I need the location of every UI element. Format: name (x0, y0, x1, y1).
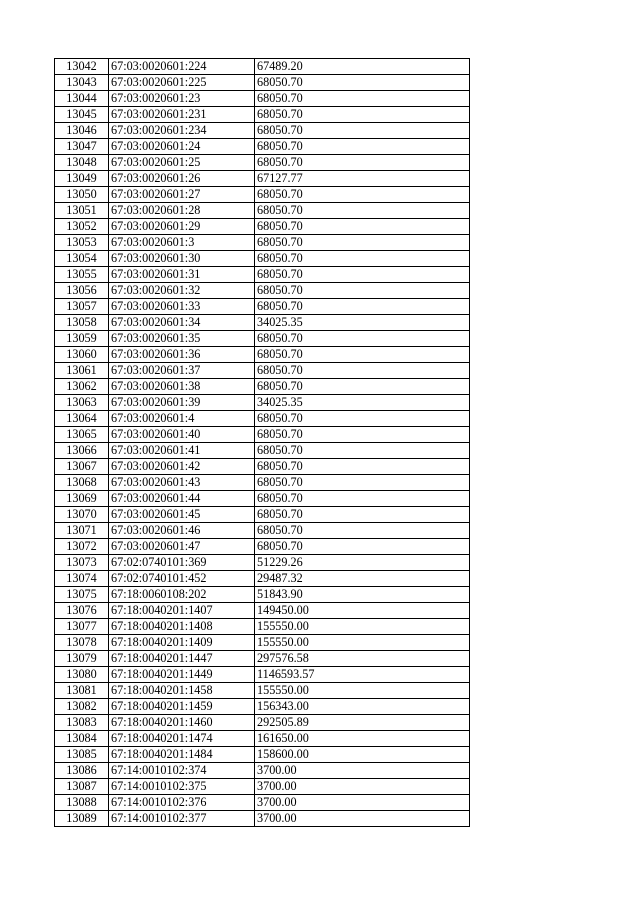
row-number-cell: 13048 (55, 155, 109, 171)
row-number-cell: 13073 (55, 555, 109, 571)
cadastral-number-cell: 67:03:0020601:224 (109, 59, 255, 75)
cadastral-number-cell: 67:03:0020601:31 (109, 267, 255, 283)
cadastral-number-cell: 67:03:0020601:234 (109, 123, 255, 139)
table-row (55, 395, 470, 411)
value-cell: 68050.70 (255, 75, 470, 91)
value-cell: 68050.70 (255, 267, 470, 283)
value-cell: 68050.70 (255, 347, 470, 363)
cadastral-number-cell: 67:03:0020601:35 (109, 331, 255, 347)
row-number-cell: 13051 (55, 203, 109, 219)
row-number-cell: 13060 (55, 347, 109, 363)
table-row (55, 155, 470, 171)
cadastral-number-cell: 67:03:0020601:30 (109, 251, 255, 267)
table-row (55, 107, 470, 123)
cadastral-number-cell: 67:14:0010102:377 (109, 811, 255, 827)
cadastral-number-cell: 67:03:0020601:23 (109, 91, 255, 107)
value-cell: 3700.00 (255, 811, 470, 827)
table-row (55, 171, 470, 187)
row-number-cell: 13070 (55, 507, 109, 523)
table-row (55, 443, 470, 459)
table-row (55, 635, 470, 651)
cadastral-number-cell: 67:03:0020601:38 (109, 379, 255, 395)
cadastral-number-cell: 67:03:0020601:46 (109, 523, 255, 539)
row-number-cell: 13049 (55, 171, 109, 187)
table-row (55, 571, 470, 587)
table-row (55, 427, 470, 443)
table-row (55, 651, 470, 667)
value-cell: 68050.70 (255, 491, 470, 507)
table-row (55, 91, 470, 107)
cadastral-number-cell: 67:03:0020601:39 (109, 395, 255, 411)
cadastral-number-cell: 67:18:0040201:1460 (109, 715, 255, 731)
row-number-cell: 13057 (55, 299, 109, 315)
value-cell: 68050.70 (255, 203, 470, 219)
value-cell: 68050.70 (255, 235, 470, 251)
cadastral-number-cell: 67:03:0020601:41 (109, 443, 255, 459)
row-number-cell: 13077 (55, 619, 109, 635)
cadastral-number-cell: 67:03:0020601:43 (109, 475, 255, 491)
value-cell: 292505.89 (255, 715, 470, 731)
table-row (55, 603, 470, 619)
table-row (55, 75, 470, 91)
table-row (55, 811, 470, 827)
data-table (54, 58, 470, 827)
cadastral-number-cell: 67:18:0060108:202 (109, 587, 255, 603)
table-row (55, 683, 470, 699)
value-cell: 155550.00 (255, 619, 470, 635)
value-cell: 68050.70 (255, 155, 470, 171)
value-cell: 149450.00 (255, 603, 470, 619)
cadastral-number-cell: 67:03:0020601:3 (109, 235, 255, 251)
cadastral-number-cell: 67:03:0020601:44 (109, 491, 255, 507)
table-row (55, 379, 470, 395)
table-row (55, 523, 470, 539)
row-number-cell: 13043 (55, 75, 109, 91)
row-number-cell: 13075 (55, 587, 109, 603)
value-cell: 34025.35 (255, 395, 470, 411)
value-cell: 68050.70 (255, 507, 470, 523)
row-number-cell: 13076 (55, 603, 109, 619)
cadastral-number-cell: 67:03:0020601:37 (109, 363, 255, 379)
table-row (55, 331, 470, 347)
value-cell: 34025.35 (255, 315, 470, 331)
table-row (55, 699, 470, 715)
row-number-cell: 13088 (55, 795, 109, 811)
row-number-cell: 13084 (55, 731, 109, 747)
row-number-cell: 13047 (55, 139, 109, 155)
value-cell: 68050.70 (255, 91, 470, 107)
cadastral-number-cell: 67:18:0040201:1474 (109, 731, 255, 747)
table-row (55, 187, 470, 203)
table-row (55, 459, 470, 475)
row-number-cell: 13074 (55, 571, 109, 587)
row-number-cell: 13082 (55, 699, 109, 715)
value-cell: 68050.70 (255, 475, 470, 491)
table-row (55, 235, 470, 251)
row-number-cell: 13062 (55, 379, 109, 395)
table-row (55, 315, 470, 331)
cadastral-number-cell: 67:18:0040201:1408 (109, 619, 255, 635)
table-row (55, 715, 470, 731)
cadastral-number-cell: 67:03:0020601:42 (109, 459, 255, 475)
row-number-cell: 13085 (55, 747, 109, 763)
table-row (55, 731, 470, 747)
table-row (55, 555, 470, 571)
row-number-cell: 13087 (55, 779, 109, 795)
cadastral-number-cell: 67:03:0020601:225 (109, 75, 255, 91)
cadastral-number-cell: 67:03:0020601:47 (109, 539, 255, 555)
row-number-cell: 13080 (55, 667, 109, 683)
table-row (55, 619, 470, 635)
value-cell: 68050.70 (255, 123, 470, 139)
table-row (55, 795, 470, 811)
table-row (55, 123, 470, 139)
table-row (55, 363, 470, 379)
cadastral-number-cell: 67:03:0020601:45 (109, 507, 255, 523)
row-number-cell: 13052 (55, 219, 109, 235)
value-cell: 155550.00 (255, 635, 470, 651)
row-number-cell: 13061 (55, 363, 109, 379)
value-cell: 68050.70 (255, 187, 470, 203)
row-number-cell: 13089 (55, 811, 109, 827)
cadastral-number-cell: 67:03:0020601:24 (109, 139, 255, 155)
value-cell: 68050.70 (255, 411, 470, 427)
cadastral-number-cell: 67:18:0040201:1484 (109, 747, 255, 763)
value-cell: 68050.70 (255, 299, 470, 315)
table-row (55, 507, 470, 523)
table-row (55, 411, 470, 427)
value-cell: 3700.00 (255, 779, 470, 795)
cadastral-number-cell: 67:03:0020601:4 (109, 411, 255, 427)
table-row (55, 779, 470, 795)
cadastral-number-cell: 67:03:0020601:36 (109, 347, 255, 363)
value-cell: 68050.70 (255, 523, 470, 539)
row-number-cell: 13081 (55, 683, 109, 699)
cadastral-number-cell: 67:03:0020601:32 (109, 283, 255, 299)
cadastral-number-cell: 67:18:0040201:1458 (109, 683, 255, 699)
row-number-cell: 13054 (55, 251, 109, 267)
row-number-cell: 13083 (55, 715, 109, 731)
cadastral-number-cell: 67:18:0040201:1407 (109, 603, 255, 619)
row-number-cell: 13072 (55, 539, 109, 555)
cadastral-number-cell: 67:02:0740101:369 (109, 555, 255, 571)
row-number-cell: 13066 (55, 443, 109, 459)
row-number-cell: 13042 (55, 59, 109, 75)
row-number-cell: 13058 (55, 315, 109, 331)
value-cell: 68050.70 (255, 443, 470, 459)
row-number-cell: 13078 (55, 635, 109, 651)
value-cell: 156343.00 (255, 699, 470, 715)
value-cell: 68050.70 (255, 251, 470, 267)
cadastral-number-cell: 67:03:0020601:27 (109, 187, 255, 203)
table-body (55, 59, 470, 827)
cadastral-number-cell: 67:02:0740101:452 (109, 571, 255, 587)
table-row (55, 267, 470, 283)
table-row (55, 251, 470, 267)
table-row (55, 491, 470, 507)
cadastral-number-cell: 67:03:0020601:231 (109, 107, 255, 123)
value-cell: 67489.20 (255, 59, 470, 75)
value-cell: 3700.00 (255, 763, 470, 779)
value-cell: 68050.70 (255, 427, 470, 443)
value-cell: 68050.70 (255, 379, 470, 395)
table-row (55, 475, 470, 491)
value-cell: 68050.70 (255, 331, 470, 347)
value-cell: 297576.58 (255, 651, 470, 667)
value-cell: 29487.32 (255, 571, 470, 587)
table-row (55, 219, 470, 235)
row-number-cell: 13056 (55, 283, 109, 299)
cadastral-number-cell: 67:03:0020601:34 (109, 315, 255, 331)
cadastral-number-cell: 67:03:0020601:26 (109, 171, 255, 187)
row-number-cell: 13065 (55, 427, 109, 443)
table-row (55, 139, 470, 155)
table-row (55, 667, 470, 683)
value-cell: 155550.00 (255, 683, 470, 699)
row-number-cell: 13050 (55, 187, 109, 203)
value-cell: 68050.70 (255, 107, 470, 123)
value-cell: 68050.70 (255, 459, 470, 475)
table-row (55, 347, 470, 363)
value-cell: 68050.70 (255, 139, 470, 155)
value-cell: 68050.70 (255, 539, 470, 555)
cadastral-number-cell: 67:03:0020601:28 (109, 203, 255, 219)
row-number-cell: 13044 (55, 91, 109, 107)
row-number-cell: 13064 (55, 411, 109, 427)
value-cell: 1146593.57 (255, 667, 470, 683)
row-number-cell: 13063 (55, 395, 109, 411)
cadastral-number-cell: 67:14:0010102:376 (109, 795, 255, 811)
cadastral-number-cell: 67:03:0020601:40 (109, 427, 255, 443)
row-number-cell: 13067 (55, 459, 109, 475)
row-number-cell: 13086 (55, 763, 109, 779)
cadastral-number-cell: 67:14:0010102:375 (109, 779, 255, 795)
value-cell: 161650.00 (255, 731, 470, 747)
value-cell: 68050.70 (255, 363, 470, 379)
row-number-cell: 13071 (55, 523, 109, 539)
value-cell: 51843.90 (255, 587, 470, 603)
value-cell: 67127.77 (255, 171, 470, 187)
row-number-cell: 13079 (55, 651, 109, 667)
value-cell: 68050.70 (255, 219, 470, 235)
value-cell: 68050.70 (255, 283, 470, 299)
cadastral-number-cell: 67:18:0040201:1459 (109, 699, 255, 715)
value-cell: 51229.26 (255, 555, 470, 571)
row-number-cell: 13045 (55, 107, 109, 123)
cadastral-number-cell: 67:18:0040201:1409 (109, 635, 255, 651)
table-row (55, 539, 470, 555)
cadastral-number-cell: 67:18:0040201:1447 (109, 651, 255, 667)
row-number-cell: 13059 (55, 331, 109, 347)
table-row (55, 283, 470, 299)
table-row (55, 747, 470, 763)
cadastral-number-cell: 67:14:0010102:374 (109, 763, 255, 779)
row-number-cell: 13069 (55, 491, 109, 507)
row-number-cell: 13055 (55, 267, 109, 283)
table-row (55, 203, 470, 219)
cadastral-number-cell: 67:03:0020601:33 (109, 299, 255, 315)
value-cell: 3700.00 (255, 795, 470, 811)
cadastral-number-cell: 67:03:0020601:29 (109, 219, 255, 235)
table-row (55, 59, 470, 75)
table-row (55, 299, 470, 315)
cadastral-number-cell: 67:03:0020601:25 (109, 155, 255, 171)
row-number-cell: 13068 (55, 475, 109, 491)
value-cell: 158600.00 (255, 747, 470, 763)
row-number-cell: 13046 (55, 123, 109, 139)
row-number-cell: 13053 (55, 235, 109, 251)
table-row (55, 587, 470, 603)
table-row (55, 763, 470, 779)
cadastral-number-cell: 67:18:0040201:1449 (109, 667, 255, 683)
